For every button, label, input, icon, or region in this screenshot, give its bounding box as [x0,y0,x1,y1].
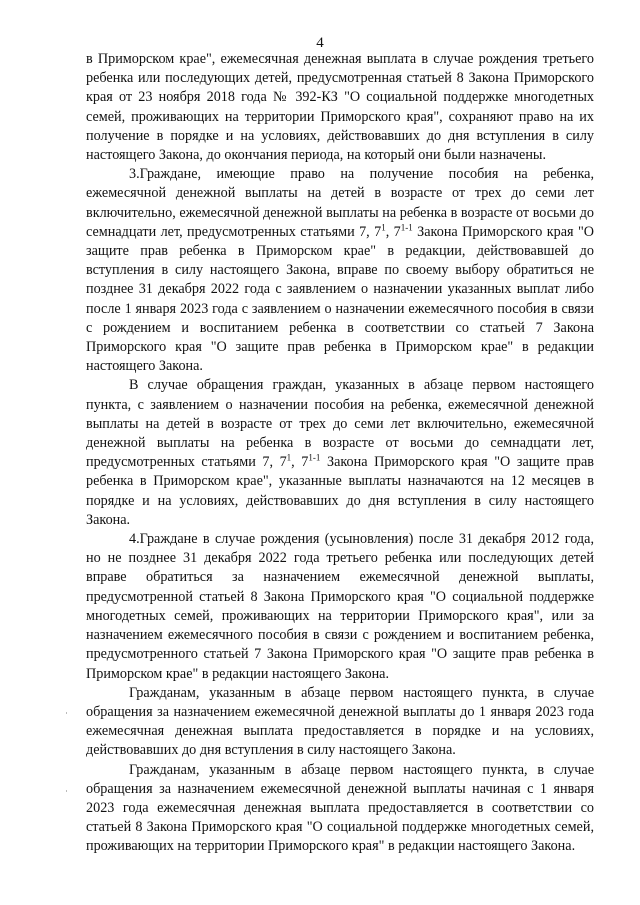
superscript: 1 [286,452,292,463]
paragraph-clause-3 [86,165,594,376]
page-number: 4 [316,35,324,51]
paragraph-text: Закона Приморского края "О защите прав ребенка в Приморском крае", указанные выплаты назначаются на 12 месяцев в порядке и на условиях, действовавших до дня вступления в силу настоящего Закона. [86,454,595,528]
paragraph-clause-4: 4.Граждане в случае рождения (усыновления) после 31 декабря 2012 года, но не позднее 31 декабря 2022 года третьего ребенка или последующих детей вправе обратиться за назначением ежемесячной денежной выплаты, предусмотренной статьей 8 Закона Приморского края "О социальной поддержке многодетных семей, проживающих на территории Приморского края", или за назначением ежемесячного пособия в связи с рождением и воспитанием ребенка, предусмотренного статьей 7 Закона Приморского края "О защите прав ребенка в Приморском крае" в редакции настоящего Закона. [86,531,594,682]
paragraph-text: В случае обращения граждан, указанных в абзаце первом настоящего пункта, с заявлением о назначении пособия на ребенка, ежемесячной денежной выплаты на детей в возрасте от трех до семи лет включительно, ежемесячной денежной выплаты на ребенка в возрасте от восьми до семнадцати лет, предусмотренных статьями 7, 7 [86,377,594,471]
scan-mark [66,790,67,792]
document-body [86,50,594,857]
paragraph-text: 3.Граждане, имеющие право на получение пособия на ребенка, ежемесячной денежной выплаты на детей в возрасте от трех до семи лет включительно, ежемесячной денежной выплаты на ребенка в возрасте от восьми до семнадцати лет, предусмотренных статьями 7, 7 [86,166,594,240]
paragraph-continuation: в Приморском крае", ежемесячная денежная выплата в случае рождения третьего ребенка или последующих детей, предусмотренная статьей 8 Закона Приморского края от 23 ноября 2018 года № 392-КЗ "О социальной поддержке многодетных семей, проживающих на территории Приморского края", сохраняют право на их получение в порядке и на условиях, действовавших до дня вступления в силу настоящего Закона, до окончания периода, на который они были назначены. [86,51,594,164]
paragraph-text: , 7 [385,223,401,240]
paragraph-clause-4-third: Гражданам, указанным в абзаце первом настоящего пункта, в случае обращения за назначением ежемесячной денежной выплаты начиная с 1 января 2023 года ежемесячная денежная выплата предоставляется в соответствии со статьей 8 Закона Приморского края "О социальной поддержке многодетных семей, проживающих на территории Приморского края" в редакции настоящего Закона. [86,761,594,855]
paragraph-clause-3-second [86,376,594,530]
superscript: 1-1 [400,222,413,233]
paragraph-clause-4-second: Гражданам, указанным в абзаце первом настоящего пункта, в случае обращения за назначением ежемесячной денежной выплаты до 1 января 2023 года ежемесячная денежная выплата предоставляется в порядке и на условиях, действовавших до дня вступления в силу настоящего Закона. [86,684,594,759]
paragraph-text: , 7 [291,454,309,471]
superscript: 1 [381,222,386,233]
superscript: 1-1 [308,452,321,463]
scan-mark [66,712,67,714]
paragraph-text: Закона Приморского края "О защите прав ребенка в Приморском крае" в редакции, действовавшей до вступления в силу настоящего Закона, вправе по своему выбору обратиться не позднее 31 декабря 2022 года с заявлением о назначении указанных выплат либо после 1 января 2023 года с заявлением о назначении ежемесячного пособия в связи с рождением и воспитанием ребенка в соответствии со статьей 7 Закона Приморского края "О защите прав ребенка в Приморском крае" в редакции настоящего Закона. [86,223,594,375]
